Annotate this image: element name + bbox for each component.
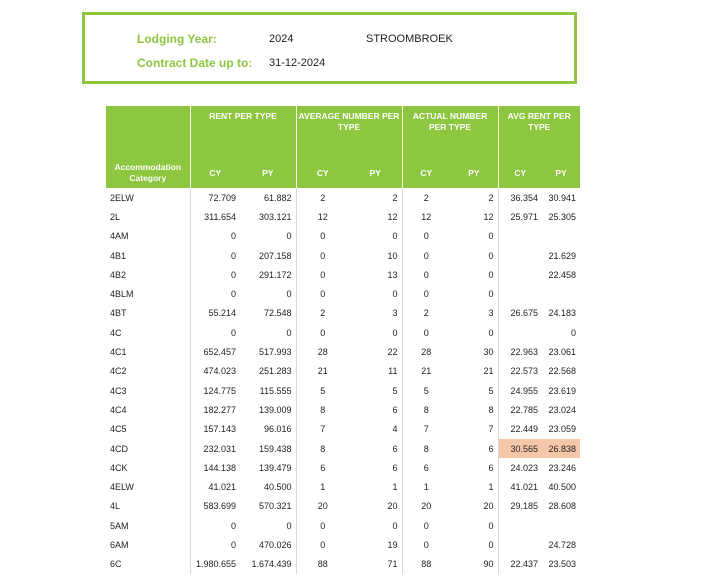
cell-avg-rent-cy: 36.354 [498,188,542,207]
cell-avg-rent-py: 24.183 [548,308,576,319]
cell-act-num-cy: 0 [402,265,450,284]
cell-rent-py: 207.158 [258,250,292,261]
cell-rent-cy: 1.980.655 [190,555,240,574]
cell-avg-num-cy: 28 [296,342,349,361]
col-header-py: PY [542,158,580,188]
cell-category: 4AM [110,231,129,242]
table-body [106,188,580,574]
cell-avg-rent-cy: 25.971 [498,207,542,226]
cell-avg-num-cy: 0 [296,323,349,342]
table-row [106,246,580,265]
cell-rent-cy: 0 [190,265,240,284]
cell-avg-rent-py: 23.619 [548,385,576,396]
cell-avg-rent-cy [498,284,542,303]
cell-avg-num-py: 10 [387,250,398,261]
cell-act-num-py: 6 [488,462,494,473]
cell-rent-cy: 0 [190,516,240,535]
cell-act-num-cy: 7 [402,420,450,439]
table-row [106,555,580,574]
cell-category: 6C [110,559,122,570]
cell-avg-rent-cy: 24.955 [498,381,542,400]
cell-rent-py: 303.121 [258,211,292,222]
cell-rent-py: 251.283 [258,366,292,377]
report-header-box [82,12,577,84]
cell-act-num-cy: 12 [402,207,450,226]
cell-avg-rent-cy [498,227,542,246]
cell-avg-num-cy: 8 [296,439,349,458]
cell-rent-py: 1.674.439 [251,559,292,570]
cell-avg-rent-py: 0 [570,327,576,338]
cell-rent-cy: 55.214 [190,304,240,323]
cell-act-num-py: 21 [483,366,494,377]
cell-act-num-py: 2 [488,192,494,203]
cell-act-num-py: 6 [488,443,494,454]
cell-avg-num-cy: 20 [296,497,349,516]
cell-avg-rent-py: 22.568 [548,366,576,377]
cell-category: 6AM [110,539,129,550]
cell-avg-rent-cy: 22.785 [498,400,542,419]
cell-avg-rent-py: 24.728 [548,539,576,550]
cell-act-num-cy: 2 [402,304,450,323]
table-row [106,207,580,226]
cell-avg-rent-cy: 41.021 [498,477,542,496]
cell-avg-rent-py [542,284,580,303]
cell-avg-num-cy: 0 [296,516,349,535]
table-row [106,304,580,323]
table-row [106,188,580,207]
table-row [106,458,580,477]
col-header-cy: CY [296,158,349,188]
cell-rent-py: 115.555 [259,385,292,396]
cell-act-num-cy: 1 [402,477,450,496]
cell-avg-num-py: 13 [387,269,398,280]
cell-act-num-py: 7 [488,424,494,435]
cell-act-num-cy: 20 [402,497,450,516]
cell-avg-num-py: 3 [392,308,398,319]
cell-act-num-py: 0 [488,269,494,280]
cell-rent-cy: 583.699 [190,497,240,516]
lodging-year-label: Lodging Year: [137,32,217,46]
cell-avg-num-py: 20 [387,501,398,512]
cell-category: 4ELW [110,482,134,493]
cell-avg-num-cy: 2 [296,304,349,323]
col-header-py: PY [240,158,296,188]
cell-act-num-py: 0 [488,539,494,550]
cell-rent-cy: 41.021 [190,477,240,496]
cell-act-num-cy: 0 [402,516,450,535]
cell-avg-rent-cy [498,535,542,554]
cell-act-num-py: 0 [488,250,494,261]
cell-act-num-cy: 28 [402,342,450,361]
cell-rent-cy: 157.143 [190,420,240,439]
cell-rent-cy: 0 [190,246,240,265]
cell-rent-py: 0 [286,327,292,338]
table-row [106,535,580,554]
table-row [106,420,580,439]
cell-rent-py: 96.016 [263,424,292,435]
cell-avg-rent-cy [498,323,542,342]
cell-rent-cy: 311.654 [190,207,240,226]
cell-act-num-cy: 2 [402,188,450,207]
cell-category: 4B2 [110,269,127,280]
cell-category: 5AM [110,520,129,531]
group-header-rent: RENT PER TYPE [190,106,296,158]
cell-category: 4CD [110,443,129,454]
cell-act-num-cy: 0 [402,246,450,265]
cell-rent-py: 40.500 [263,482,292,493]
group-header-average-number: AVERAGE NUMBER PER TYPE [296,106,402,158]
cell-category: 4C3 [110,385,127,396]
cell-act-num-py: 12 [483,211,494,222]
cell-avg-num-py: 71 [387,559,398,570]
cell-avg-rent-cy: 22.449 [498,420,542,439]
cell-avg-num-py: 19 [387,539,398,550]
cell-avg-rent-cy: 26.675 [498,304,542,323]
cell-rent-py: 0 [286,520,292,531]
cell-avg-rent-py [542,516,580,535]
cell-avg-rent-py: 26.838 [542,439,580,458]
cell-avg-num-cy: 2 [296,188,349,207]
cell-rent-py: 570.321 [258,501,292,512]
cell-avg-rent-py: 23.059 [548,424,576,435]
cell-act-num-py: 90 [483,559,494,570]
cell-avg-num-py: 12 [387,211,398,222]
table-row [106,362,580,381]
cell-avg-rent-py: 23.246 [548,462,576,473]
cell-rent-cy: 124.775 [190,381,240,400]
cell-act-num-py: 5 [488,385,494,396]
cell-avg-rent-py: 25.305 [548,211,576,222]
cell-act-num-py: 1 [488,482,494,493]
cell-avg-rent-cy: 22.573 [498,362,542,381]
cell-act-num-py: 3 [488,308,494,319]
cell-avg-num-cy: 0 [296,265,349,284]
cell-act-num-cy: 0 [402,323,450,342]
contract-date-label: Contract Date up to: [137,56,253,70]
cell-avg-num-py: 0 [392,327,398,338]
table-row [106,265,580,284]
cell-avg-num-py: 0 [392,289,398,300]
cell-avg-rent-py: 40.500 [548,482,576,493]
cell-avg-num-py: 6 [392,404,398,415]
cell-avg-num-cy: 5 [296,381,349,400]
col-header-py: PY [349,158,402,188]
cell-rent-cy: 474.023 [190,362,240,381]
cell-avg-num-py: 4 [392,424,398,435]
cell-rent-py: 139.479 [258,462,292,473]
cell-avg-num-cy: 0 [296,535,349,554]
cell-act-num-cy: 5 [402,381,450,400]
cell-act-num-cy: 8 [402,439,450,458]
cell-avg-num-cy: 0 [296,227,349,246]
col-header-cy: CY [402,158,450,188]
cell-category: 4C [110,327,122,338]
cell-avg-rent-cy: 30.565 [498,439,542,458]
cell-rent-py: 72.548 [263,308,292,319]
cell-category: 4C5 [110,424,127,435]
cell-avg-num-cy: 6 [296,458,349,477]
cell-avg-num-py: 0 [392,520,398,531]
table-row [106,516,580,535]
cell-category: 4L [110,501,121,512]
cell-rent-py: 0 [286,231,292,242]
cell-avg-rent-cy [498,265,542,284]
cell-avg-num-py: 5 [392,385,398,396]
cell-act-num-cy: 88 [402,555,450,574]
cell-rent-py: 139.009 [258,404,292,415]
cell-rent-cy: 232.031 [190,439,240,458]
cell-avg-num-cy: 8 [296,400,349,419]
cell-category: 4B1 [110,250,127,261]
cell-avg-num-py: 6 [392,443,398,454]
cell-act-num-cy: 6 [402,458,450,477]
cell-avg-num-cy: 12 [296,207,349,226]
cell-rent-cy: 0 [190,323,240,342]
cell-avg-rent-py: 23.061 [548,347,576,358]
cell-category: 4C1 [110,347,127,358]
cell-act-num-cy: 0 [402,227,450,246]
cell-act-num-py: 0 [488,327,494,338]
rent-table [106,106,580,574]
cell-category: 2L [110,211,121,222]
cell-category: 4C4 [110,404,127,415]
cell-act-num-cy: 8 [402,400,450,419]
group-header-avg-rent: AVG RENT PER TYPE [498,106,580,158]
cell-category: 4BLM [110,289,134,300]
cell-avg-rent-py: 23.503 [548,559,576,570]
table-row [106,381,580,400]
table-row [106,477,580,496]
col-header-cy: CY [190,158,240,188]
cell-act-num-py: 8 [488,404,494,415]
cell-act-num-py: 30 [483,347,494,358]
cell-avg-num-cy: 88 [296,555,349,574]
cell-avg-num-cy: 7 [296,420,349,439]
cell-rent-py: 291.172 [258,269,292,280]
group-header-actual-number: ACTUAL NUMBER PER TYPE [402,106,498,158]
cell-act-num-py: 0 [488,289,494,300]
cell-avg-rent-cy [498,516,542,535]
cell-avg-rent-py: 28.608 [548,501,576,512]
cell-avg-num-cy: 0 [296,246,349,265]
cell-rent-cy: 0 [190,284,240,303]
table-row [106,227,580,246]
cell-avg-num-py: 6 [392,462,398,473]
cell-rent-cy: 0 [190,227,240,246]
cell-avg-num-py: 2 [392,192,398,203]
table-row [106,439,580,458]
cell-avg-num-cy: 1 [296,477,349,496]
cell-avg-num-cy: 0 [296,284,349,303]
cell-avg-num-py: 11 [388,366,398,377]
col-header-cy: CY [498,158,542,188]
table-row [106,497,580,516]
cell-rent-py: 517.993 [258,347,292,358]
cell-rent-py: 0 [286,289,292,300]
cell-avg-rent-cy: 24.023 [498,458,542,477]
cell-avg-num-cy: 21 [296,362,349,381]
cell-avg-rent-py: 23.024 [548,404,576,415]
cell-rent-cy: 182.277 [190,400,240,419]
cell-rent-cy: 652.457 [190,342,240,361]
cell-avg-rent-cy: 22.963 [498,342,542,361]
table-row [106,400,580,419]
cell-rent-py: 61.882 [263,192,292,203]
table-row [106,342,580,361]
cell-rent-cy: 0 [190,535,240,554]
cell-avg-num-py: 1 [392,482,398,493]
category-header: Accommodation Category [106,158,190,188]
cell-rent-py: 470.026 [258,539,292,550]
cell-avg-rent-py: 22.458 [548,269,576,280]
cell-avg-rent-py: 30.941 [548,192,576,203]
header-blank-cell [106,106,190,158]
col-header-py: PY [450,158,498,188]
cell-act-num-cy: 0 [402,535,450,554]
cell-act-num-py: 0 [488,520,494,531]
cell-rent-py: 159.438 [258,443,292,454]
table-row [106,323,580,342]
cell-avg-rent-cy: 22.437 [498,555,542,574]
contract-date-value: 31-12-2024 [269,57,326,69]
cell-act-num-cy: 0 [402,284,450,303]
cell-avg-rent-py [542,227,580,246]
cell-category: 4C2 [110,366,127,377]
cell-act-num-py: 0 [488,231,494,242]
cell-category: 4CK [110,462,128,473]
cell-act-num-py: 20 [483,501,494,512]
cell-avg-rent-cy [498,246,542,265]
lodging-year-value: 2024 [269,33,294,45]
cell-avg-num-py: 0 [392,231,398,242]
location-name: STROOMBROEK [366,33,453,45]
cell-avg-rent-cy: 29.185 [498,497,542,516]
table-row [106,284,580,303]
cell-act-num-cy: 21 [402,362,450,381]
cell-rent-cy: 144.138 [190,458,240,477]
cell-rent-cy: 72.709 [190,188,240,207]
cell-category: 4BT [110,308,127,319]
cell-category: 2ELW [110,192,134,203]
cell-avg-rent-py: 21.629 [548,250,576,261]
cell-avg-num-py: 22 [387,347,398,358]
